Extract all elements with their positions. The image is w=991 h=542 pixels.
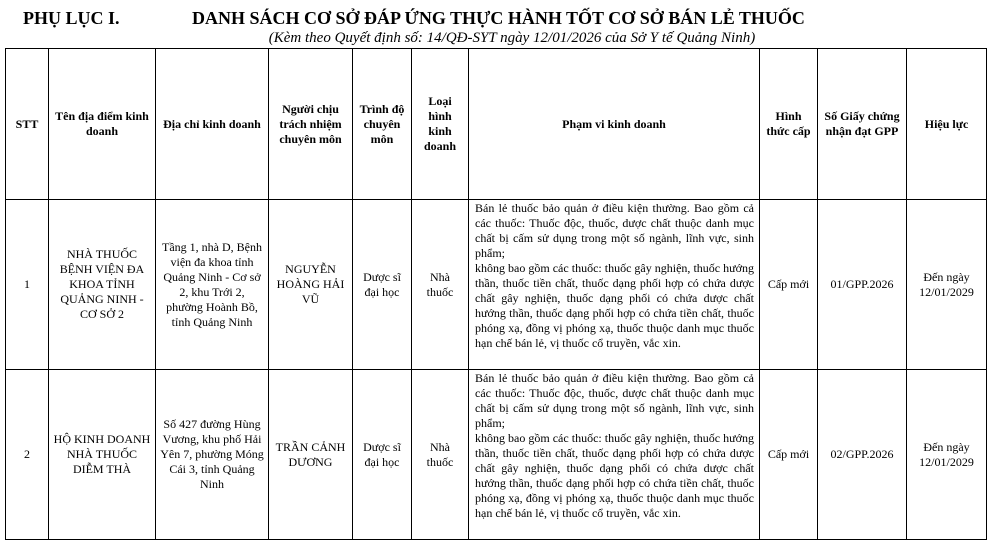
cell-scope [469, 370, 760, 540]
cell-validity: Đến ngày 12/01/2029 [907, 370, 987, 540]
cell-certificate: 02/GPP.2026 [818, 370, 907, 540]
document-title: DANH SÁCH CƠ SỞ ĐÁP ỨNG THỰC HÀNH TỐT CƠ SỞ BÁN LẺ THUỐC [192, 8, 805, 28]
cell-name: NHÀ THUỐC BỆNH VIỆN ĐA KHOA TỈNH QUẢNG NINH - CƠ SỞ 2 [49, 200, 156, 370]
col-header-validity: Hiệu lực [907, 49, 987, 200]
table-row [6, 370, 987, 540]
cell-validity: Đến ngày 12/01/2029 [907, 200, 987, 370]
cell-address: Tầng 1, nhà D, Bệnh viện đa khoa tỉnh Quảng Ninh - Cơ sở 2, khu Trới 2, phường Hoành Bồ, tỉnh Quảng Ninh [156, 200, 269, 370]
table-header-row [6, 49, 987, 200]
cell-qualification: Dược sĩ đại học [353, 200, 412, 370]
scope-excluded: không bao gồm các thuốc: thuốc gây nghiện, thuốc hướng thần, thuốc tiền chất, thuốc dạng phối hợp có chứa dược chất gây nghiện, thuốc dạng phối có chứa dược chất hướng thần, thuốc dạng phối hợp có chứa tiền chất, thuốc phóng xạ, đồng vị phóng xạ, thuốc thuộc danh mục thuốc hạn chế bán lẻ, vị thuốc cổ truyền, vắc xin. [475, 431, 754, 520]
col-header-name: Tên địa điểm kinh doanh [49, 49, 156, 200]
appendix-label: PHỤ LỤC I. [23, 8, 120, 28]
col-header-certificate: Số Giấy chứng nhận đạt GPP [818, 49, 907, 200]
cell-stt: 1 [6, 200, 49, 370]
document-subtitle: (Kèm theo Quyết định số: 14/QĐ-SYT ngày 12/01/2026 của Sở Y tế Quảng Ninh) [268, 30, 756, 46]
establishment-table [5, 48, 987, 540]
cell-person: TRẦN CẢNH DƯƠNG [269, 370, 353, 540]
cell-name: HỘ KINH DOANH NHÀ THUỐC DIỄM THÀ [49, 370, 156, 540]
cell-address: Số 427 đường Hùng Vương, khu phố Hải Yên 7, phường Móng Cái 3, tỉnh Quảng Ninh [156, 370, 269, 540]
cell-qualification: Dược sĩ đại học [353, 370, 412, 540]
cell-person: NGUYỄN HOÀNG HẢI VŨ [269, 200, 353, 370]
col-header-type: Loại hình kinh doanh [412, 49, 469, 200]
scope-excluded: không bao gồm các thuốc: thuốc gây nghiện, thuốc hướng thần, thuốc tiền chất, thuốc dạng phối hợp có chứa dược chất gây nghiện, thuốc dạng phối có chứa dược chất hướng thần, thuốc dạng phối hợp có chứa tiền chất, thuốc phóng xạ, đồng vị phóng xạ, thuốc thuộc danh mục thuốc hạn chế bán lẻ, vị thuốc cổ truyền, vắc xin. [475, 261, 754, 350]
col-header-person: Người chịu trách nhiệm chuyên môn [269, 49, 353, 200]
col-header-qualification: Trình độ chuyên môn [353, 49, 412, 200]
cell-issue-form: Cấp mới [760, 200, 818, 370]
cell-stt: 2 [6, 370, 49, 540]
col-header-scope: Phạm vi kinh doanh [469, 49, 760, 200]
col-header-issue-form: Hình thức cấp [760, 49, 818, 200]
scope-included: Bán lẻ thuốc bảo quản ở điều kiện thường. Bao gồm cả các thuốc: Thuốc độc, thuốc, dược chất thuộc danh mục chất bị cấm sử dụng trong một số ngành, lĩnh vực, sinh phẩm; [475, 201, 754, 260]
col-header-stt: STT [6, 49, 49, 200]
document-header [0, 6, 991, 30]
cell-scope [469, 200, 760, 370]
cell-certificate: 01/GPP.2026 [818, 200, 907, 370]
table-row [6, 200, 987, 370]
cell-issue-form: Cấp mới [760, 370, 818, 540]
cell-type: Nhà thuốc [412, 370, 469, 540]
cell-type: Nhà thuốc [412, 200, 469, 370]
scope-included: Bán lẻ thuốc bảo quản ở điều kiện thường. Bao gồm cả các thuốc: Thuốc độc, thuốc, dược chất thuộc danh mục chất bị cấm sử dụng trong một số ngành, lĩnh vực, sinh phẩm; [475, 371, 754, 430]
col-header-address: Địa chỉ kinh doanh [156, 49, 269, 200]
